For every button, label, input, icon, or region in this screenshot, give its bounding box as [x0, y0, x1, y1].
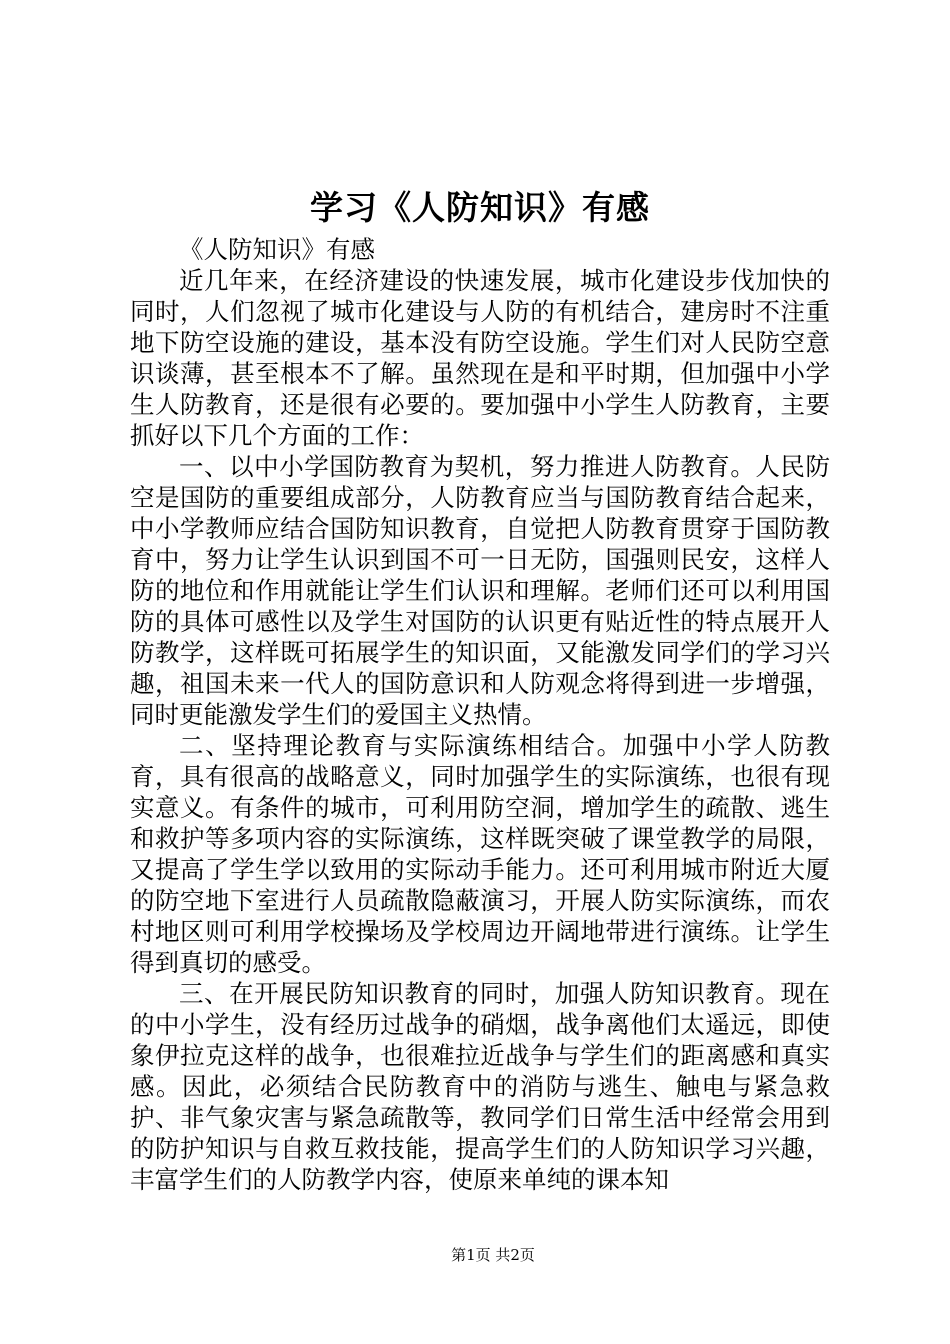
paragraph-intro: 近几年来，在经济建设的快速发展，城市化建设步伐加快的同时，人们忽视了城市化建设与人防的有机结合，建房时不注重地下防空设施的建设，基本没有防空设施。学生们对人民防空意识谈薄，甚至根本不了解。虽然现在是和平时期，但加强中小学生人防教育，还是很有必要的。要加强中小学生人防教育，主要抓好以下几个方面的工作：	[130, 266, 830, 450]
paragraph-point-two: 二、坚持理论教育与实际演练相结合。加强中小学人防教育，具有很高的战略意义，同时加强学生的实际演练，也很有现实意义。有条件的城市，可利用防空洞，增加学生的疏散、逃生和救护等多项内容的实际演练，这样既突破了课堂教学的局限，又提高了学生学以致用的实际动手能力。还可利用城市附近大厦的防空地下室进行人员疏散隐蔽演习，开展人防实际演练，而农村地区则可利用学校操场及学校周边开阔地带进行演练。让学生得到真切的感受。	[130, 731, 830, 977]
document-title: 学习《人防知识》有感	[310, 188, 650, 227]
paragraph-point-three: 三、在开展民防知识教育的同时，加强人防知识教育。现在的中小学生，没有经历过战争的硝烟，战争离他们太遥远，即使象伊拉克这样的战争，也很难拉近战争与学生们的距离感和真实感。因此，必须结合民防教育中的消防与逃生、触电与紧急救护、非气象灾害与紧急疏散等，教同学们日常生活中经常会用到的防护知识与自救互救技能，提高学生们的人防知识学习兴趣，丰富学生们的人防教学内容，使原来单纯的课本知	[130, 979, 830, 1194]
document-body	[130, 234, 830, 1195]
page-number-footer: 第1页 共2页	[451, 1246, 535, 1264]
paragraph-subtitle: 《人防知识》有感	[179, 235, 375, 264]
paragraph-point-one: 一、以中小学国防教育为契机，努力推进人防教育。人民防空是国防的重要组成部分，人防教育应当与国防教育结合起来，中小学教师应结合国防知识教育，自觉把人防教育贯穿于国防教育中，努力让学生认识到国不可一日无防，国强则民安，这样人防的地位和作用就能让学生们认识和理解。老师们还可以利用国防的具体可感性以及学生对国防的认识更有贴近性的特点展开人防教学，这样既可拓展学生的知识面，又能激发同学们的学习兴趣，祖国未来一代人的国防意识和人防观念将得到进一步增强，同时更能激发学生们的爱国主义热情。	[130, 452, 830, 729]
